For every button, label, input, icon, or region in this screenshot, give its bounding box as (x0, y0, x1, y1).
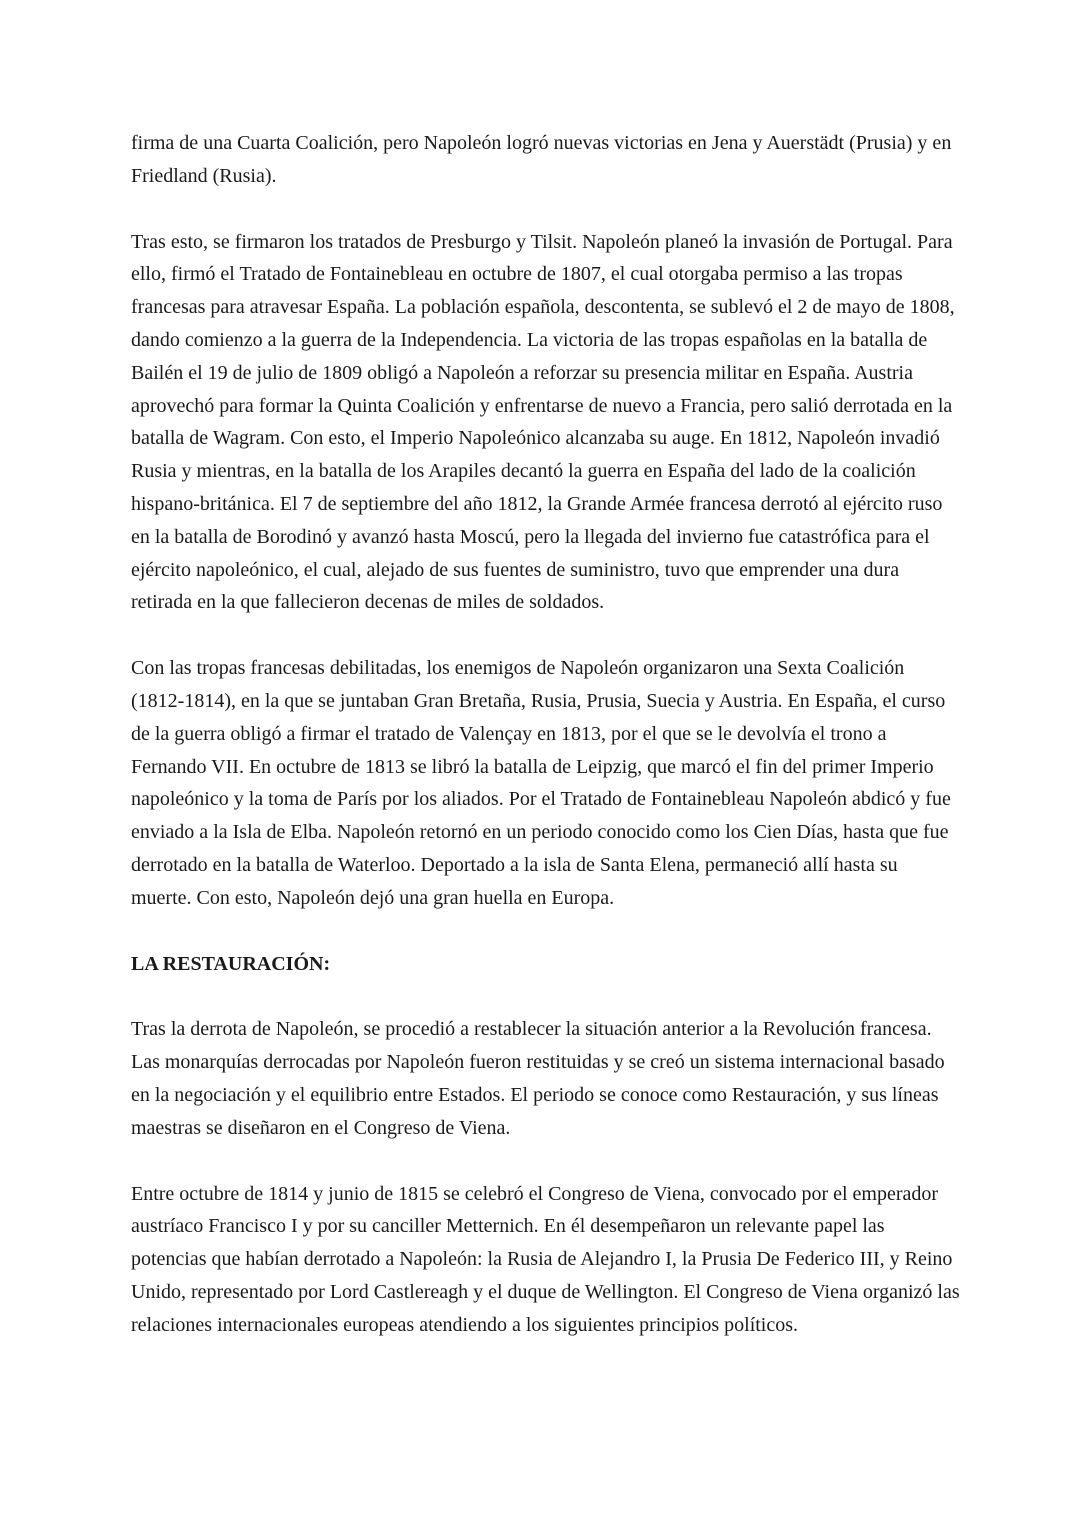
section-heading-restauracion: LA RESTAURACIÓN: (131, 952, 331, 975)
paragraph-congreso-viena: Entre octubre de 1814 y junio de 1815 se celebró el Congreso de Viena, convocado por el emperador austríaco Francisco I y por su canciller Metternich. En él desempeñaron un relevante papel las potencias que habían derrotado a Napoleón: la Rusia de Alejandro I, la Prusia De Federico III, y Reino Unido, representado por Lord Castlereagh y el duque de Wellington. El Congreso de Viena organizó las relaciones internacionales europeas atendiendo a los siguientes principios políticos. (131, 1182, 960, 1336)
paragraph-restauracion: Tras la derrota de Napoleón, se procedió a restablecer la situación anterior a la Revolución francesa. Las monarquías derrocadas por Napoleón fueron restituidas y se creó un sistema internacional basado en la negociación y el equilibrio entre Estados. El periodo se conoce como Restauración, y sus líneas maestras se diseñaron en el Congreso de Viena. (131, 1018, 945, 1139)
paragraph-tratados-presburgo-tilsit: Tras esto, se firmaron los tratados de Presburgo y Tilsit. Napoleón planeó la invasión de Portugal. Para ello, firmó el Tratado de Fontainebleau en octubre de 1807, el cual otorgaba permiso a las tropas francesas para atravesar España. La población española, descontenta, se sublevó el 2 de mayo de 1808, dando comienzo a la guerra de la Independencia. La victoria de las tropas españolas en la batalla de Bailén el 19 de julio de 1809 obligó a Napoleón a reforzar su presencia militar en España. Austria aprovechó para formar la Quinta Coalición y enfrentarse de nuevo a Francia, pero salió derrotada en la batalla de Wagram. Con esto, el Imperio Napoleónico alcanzaba su auge. En 1812, Napoleón invadió Rusia y mientras, en la batalla de los Arapiles decantó la guerra en España del lado de la coalición hispano-británica. El 7 de septiembre del año 1812, la Grande Armée francesa derrotó al ejército ruso en la batalla de Borodinó y avanzó hasta Moscú, pero la llegada del invierno fue catastrófica para el ejército napoleónico, el cual, alejado de sus fuentes de suministro, tuvo que emprender una dura retirada en la que fallecieron decenas de miles de soldados. (131, 230, 955, 614)
document-page (131, 127, 961, 1375)
paragraph-sexta-coalicion: Con las tropas francesas debilitadas, los enemigos de Napoleón organizaron una Sexta Coalición (1812-1814), en la que se juntaban Gran Bretaña, Rusia, Prusia, Suecia y Austria. En España, el curso de la guerra obligó a firmar el tratado de Valençay en 1813, por el que se le devolvía el trono a Fernando VII. En octubre de 1813 se libró la batalla de Leipzig, que marcó el fin del primer Imperio napoleónico y la toma de París por los aliados. Por el Tratado de Fontainebleau Napoleón abdicó y fue enviado a la Isla de Elba. Napoleón retornó en un periodo conocido como los Cien Días, hasta que fue derrotado en la batalla de Waterloo. Deportado a la isla de Santa Elena, permaneció allí hasta su muerte. Con esto, Napoleón dejó una gran huella en Europa. (131, 657, 951, 909)
paragraph-cuarta-coalicion: firma de una Cuarta Coalición, pero Napoleón logró nuevas victorias en Jena y Auerstädt (Prusia) y en Friedland (Rusia). (131, 132, 952, 187)
